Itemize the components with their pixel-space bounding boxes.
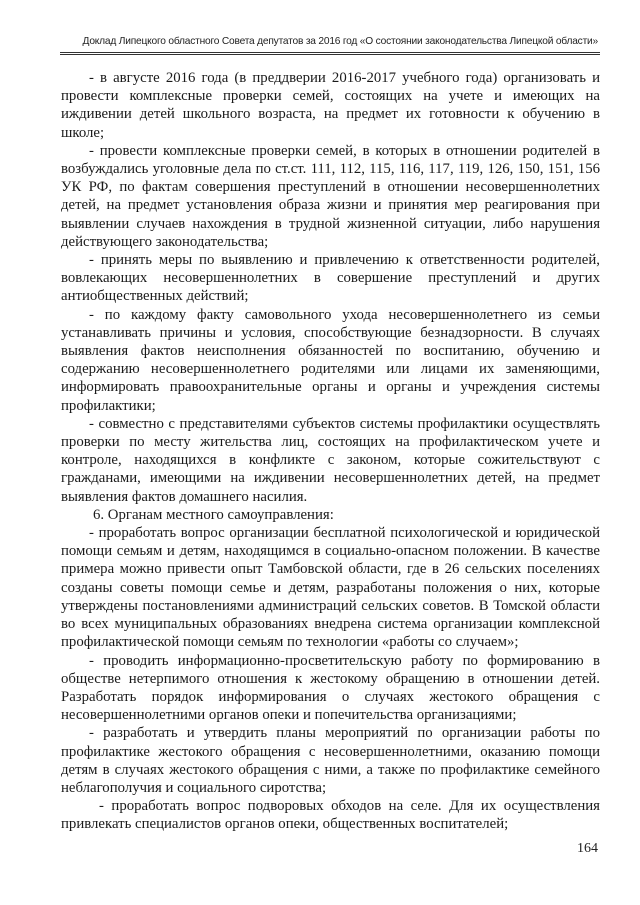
- paragraph-awareness-work: - проводить информационно-просветительскую работу по формированию в обществе нетерпимого отношения к жестокому обращению в отношении детей. Разработать порядок информирования о случаях жестокого обращения с несовершеннолетними органов опеки и попечительства организациями;: [61, 652, 600, 724]
- section-heading-local-government: 6. Органам местного самоуправления:: [93, 506, 334, 523]
- paragraph-parent-responsibility: - принять меры по выявлению и привлечению к ответственности родителей, вовлекающих несовершеннолетних в совершение преступлений и других антиобщественных действий;: [61, 252, 600, 305]
- paragraph-criminal-cases-checks: - провести комплексные проверки семей, в которых в отношении родителей в возбуждались уголовные дела по ст.ст. 111, 112, 115, 116, 117, 119, 126, 150, 151, 156 УК РФ, по фактам совершения преступлений в отношении несовершеннолетних детей, на предмет установления образа жизни и принятия мер реагирования при выявлении случаев нахождения в трудной жизненной ситуации, либо нарушения действующего законодательства;: [61, 142, 600, 250]
- running-header: Доклад Липецкого областного Совета депутатов за 2016 год «О состоянии законодательства Липецкой области»: [82, 36, 598, 47]
- document-body: [61, 69, 600, 834]
- paragraph-august-checks: - в августе 2016 года (в преддверии 2016-2017 учебного года) организовать и провести комплексные проверки семей, состоящих на учете и имеющих на иждивении детей школьного возраста, на предмет их готовности к обучению в школе;: [61, 70, 600, 141]
- paragraph-runaway-cases: - по каждому факту самовольного ухода несовершеннолетнего из семьи устанавливать причины и условия, способствующие безнадзорности. В случаях выявления фактов неисполнения обязанностей по воспитанию, обучению и содержанию несовершеннолетнего родителями или лицами их заменяющими, информировать правоохранительные органы и органы и учреждения системы профилактики;: [61, 306, 600, 414]
- paragraph-action-plans: - разработать и утвердить планы мероприятий по организации работы по профилактике жестокого обращения с несовершеннолетними, оказанию помощи детям в случаях жестокого обращения с ними, а также по профилактике семейного неблагополучия и социального сиротства;: [61, 725, 600, 796]
- page-number: 164: [577, 841, 598, 856]
- header-divider: [60, 52, 600, 55]
- paragraph-free-legal-aid: - проработать вопрос организации бесплатной психологической и юридической помощи семьям и детям, находящимся в социально-опасном положении. В качестве примера можно привести опыт Тамбовской области, где в 26 сельских поселениях созданы советы помощи семье и детям, разработаны положения о них, которые утверждены постановлениями администраций сельских советов. В Томской области во всех муниципальных образованиях внедрена система организации комплексной профилактической помощи семьям по технологии «работы со случаем»;: [61, 525, 600, 651]
- paragraph-joint-inspections: - совместно с представителями субъектов системы профилактики осуществлять проверки по месту жительства лиц, состоящих на профилактическом учете и контроле, находящихся в конфликте с законом, которые сожительствуют с гражданами, имеющими на иждивении несовершеннолетних детей, на предмет выявления фактов домашнего насилия.: [61, 415, 600, 505]
- paragraph-village-rounds: - проработать вопрос подворовых обходов на селе. Для их осуществления привлекать специалистов органов опеки, общественных воспитателей;: [61, 798, 600, 833]
